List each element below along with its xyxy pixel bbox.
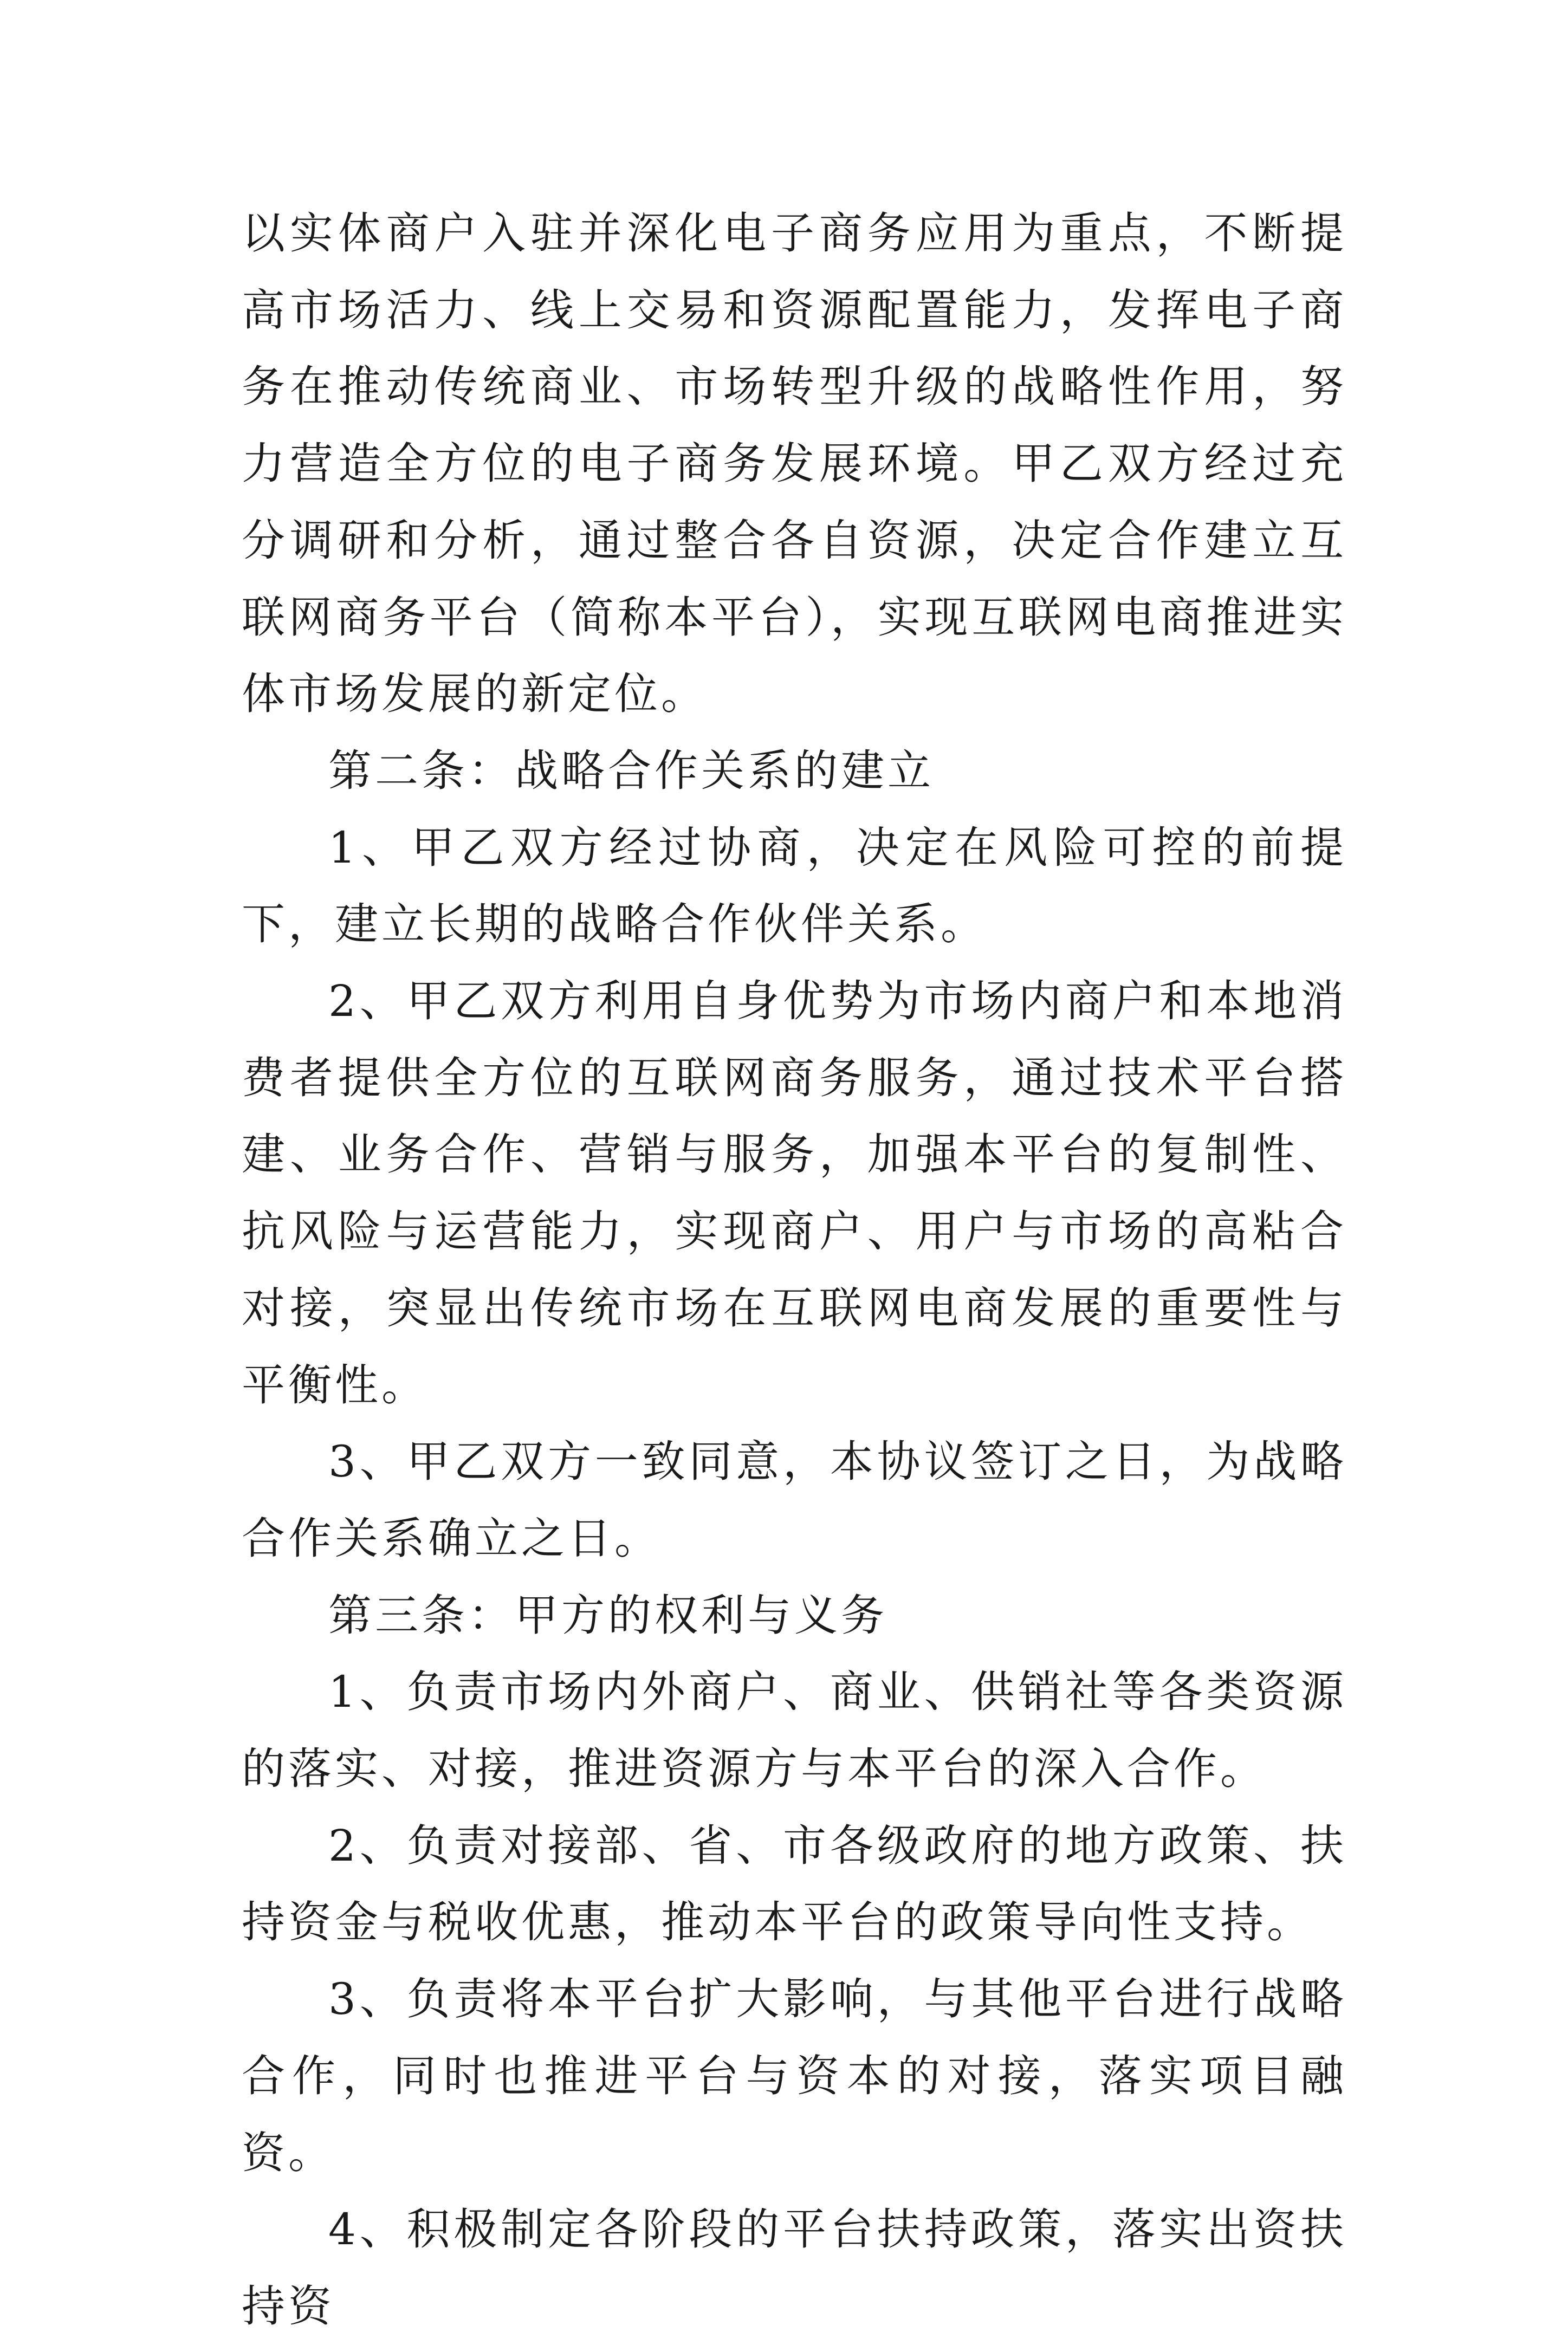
paragraph-article-2-item-2: 2、甲乙双方利用自身优势为市场内商户和本地消费者提供全方位的互联网商务服务，通过技术平台搭建、业务合作、营销与服务，加强本平台的复制性、抗风险与运营能力，实现商户、用户与市场的高粘合对接，突显出传统市场在互联网电商发展的重要性与平衡性。 [242,976,1347,1410]
paragraph-article-3-item-1: 1、负责市场内外商户、商业、供销社等各类资源的落实、对接，推进资源方与本平台的深入合作。 [242,1667,1347,1795]
paragraph-article-2-item-1: 1、甲乙双方经过协商，决定在风险可控的前提下，建立长期的战略合作伙伴关系。 [242,822,1347,950]
paragraph-intro: 以实体商户入驻并深化电子商务应用为重点，不断提高市场活力、线上交易和资源配置能力，发挥电子商务在推动传统商业、市场转型升级的战略性作用，努力营造全方位的电子商务发展环境。甲乙双方经过充分调研和分析，通过整合各自资源，决定合作建立互联网商务平台（简称本平台），实现互联网电商推进实体市场发展的新定位。 [242,208,1347,720]
paragraph-article-3-item-4: 4、积极制定各阶段的平台扶持政策，落实出资扶持资 [242,2204,1347,2331]
section-heading-article-2: 第二条：战略合作关系的建立 [328,745,934,796]
paragraph-article-3-item-3: 3、负责将本平台扩大影响，与其他平台进行战略合作，同时也推进平台与资本的对接，落实项目融资。 [242,1974,1347,2178]
paragraph-article-3-item-2: 2、负责对接部、省、市各级政府的地方政策、扶持资金与税收优惠，推动本平台的政策导向性支持。 [242,1820,1347,1948]
section-heading-article-3: 第三条：甲方的权利与义务 [328,1590,887,1641]
document-body [242,195,1347,2345]
paragraph-article-2-item-3: 3、甲乙双方一致同意，本协议签订之日，为战略合作关系确立之日。 [242,1436,1347,1564]
